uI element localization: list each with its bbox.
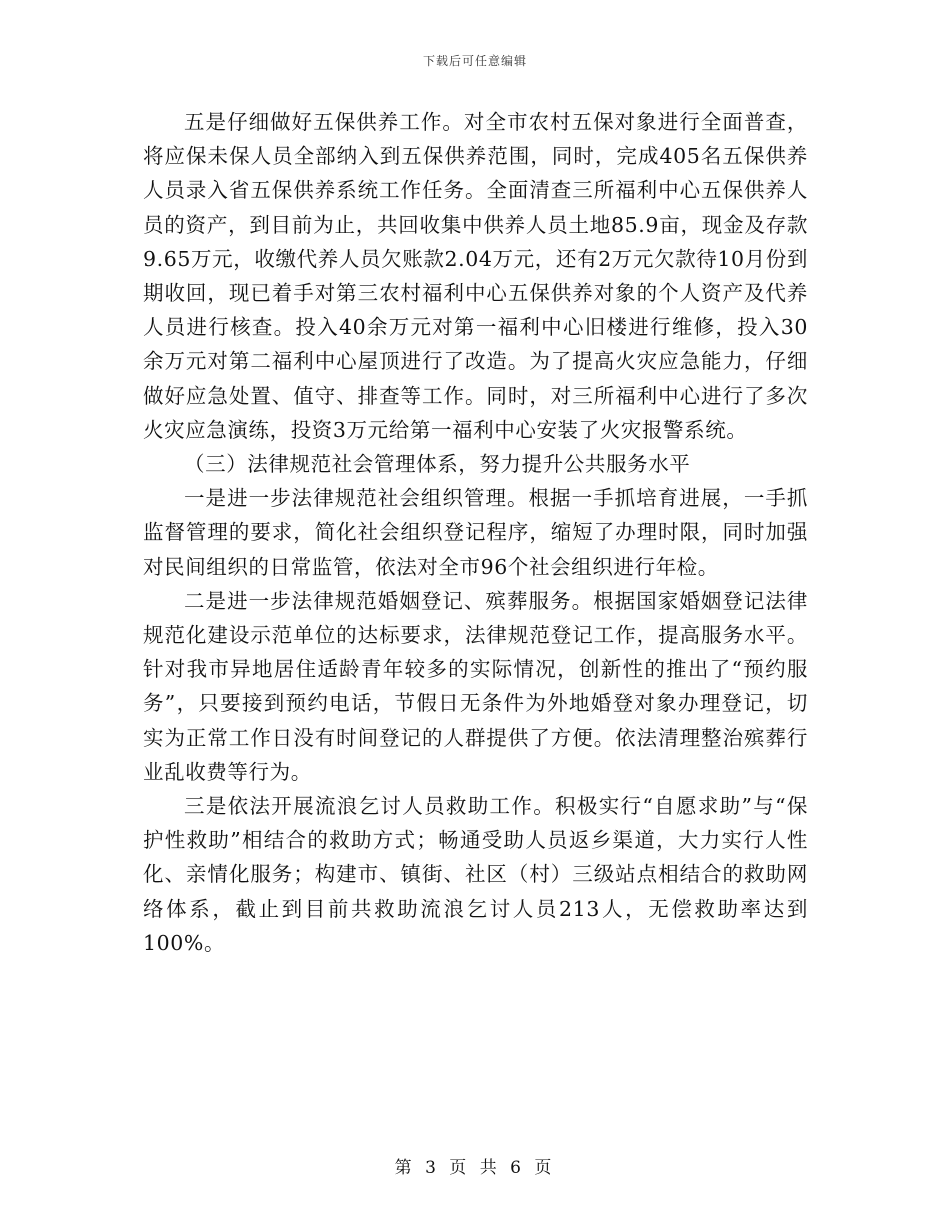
page-number-footer: 第 3 页 共 6 页 — [394, 1158, 556, 1178]
paragraph-wubao-support: 五是仔细做好五保供养工作。对全市农村五保对象进行全面普查，将应保未保人员全部纳入到五保供养范围，同时，完成405名五保供养人员录入省五保供养系统工作任务。全面清查三所福利中心五保供养人员的资产，到目前为止，共回收集中供养人员土地85.9亩，现金及存款9.65万元，收缴代养人员欠账款2.04万元，还有2万元欠款待10月份到期收回，现已着手对第三农村福利中心五保供养对象的个人资产及代养人员进行核查。投入40余万元对第一福利中心旧楼进行维修，投入30余万元对第二福利中心屋顶进行了改造。为了提高火灾应急能力，仔细做好应急处置、值守、排查等工作。同时，对三所福利中心进行了多次火灾应急演练，投资3万元给第一福利中心安装了火灾报警系统。 — [143, 110, 808, 442]
paragraph-marriage-funeral: 二是进一步法律规范婚姻登记、殡葬服务。根据国家婚姻登记法律规范化建设示范单位的达标要求，法律规范登记工作，提高服务水平。针对我市异地居住适龄青年较多的实际情况，创新性的推出了“预约服务”，只要接到预约电话，节假日无条件为外地婚登对象办理登记，切实为正常工作日没有时间登记的人群提供了方便。依法清理整治殡葬行业乱收费等行为。 — [143, 588, 808, 784]
paragraph-social-organization: 一是进一步法律规范社会组织管理。根据一手抓培育进展，一手抓监督管理的要求，简化社会组织登记程序，缩短了办理时限，同时加强对民间组织的日常监管，依法对全市96个社会组织进行年检。 — [143, 486, 808, 579]
paragraph-vagrant-assistance: 三是依法开展流浪乞讨人员救助工作。积极实行“自愿求助”与“保护性救助”相结合的救助方式；畅通受助人员返乡渠道，大力实行人性化、亲情化服务；构建市、镇街、社区（村）三级站点相结合的救助网络体系，截止到目前共救助流浪乞讨人员213人，无偿救助率达到100%。 — [143, 794, 808, 955]
document-body — [143, 105, 808, 960]
page-header-note: 下载后可任意编辑 — [422, 54, 527, 68]
section-heading: （三）法律规范社会管理体系，努力提升公共服务水平 — [184, 452, 691, 477]
